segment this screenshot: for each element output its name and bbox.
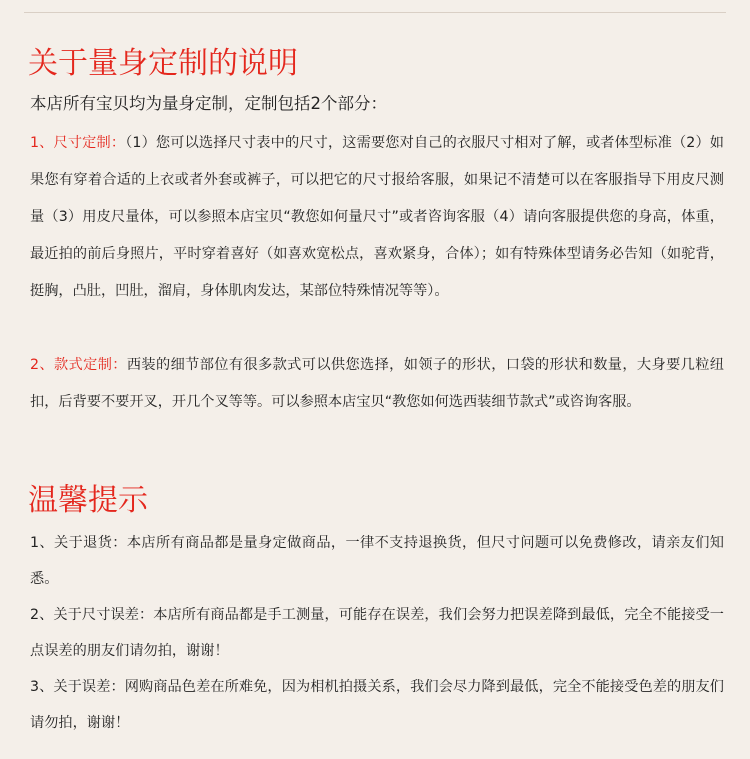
- tip-color-difference: 3、关于误差：网购商品色差在所难免，因为相机拍摄关系，我们会尽力降到最低，完全不能接受色差的朋友们请勿拍，谢谢！: [30, 679, 724, 731]
- top-divider: [24, 12, 726, 13]
- intro-text: 本店所有宝贝均为量身定制，定制包括2个部分：: [30, 94, 387, 113]
- style-customization-label: 2、款式定制：: [30, 357, 127, 373]
- size-customization-text: （1）您可以选择尺寸表中的尺寸，这需要您对自己的衣服尺寸相对了解，或者体型标准（2）如果您有穿着合适的上衣或者外套或裤子，可以把它的尺寸报给客服，如果记不清楚可以在客服指导下用皮尺测量（3）用皮尺量体，可以参照本店宝贝“教您如何量尺寸”或者咨询客服（4）请向客服提供您的身高，体重，最近拍的前后身照片，平时穿着喜好（如喜欢宽松点，喜欢紧身，合体）；如有特殊体型请务必告知（如驼背，挺胸，凸肚，凹肚，溜肩，身体肌肉发达，某部位特殊情况等等）。: [30, 135, 724, 299]
- tips-list: [30, 525, 724, 741]
- custom-tailoring-title: 关于量身定制的说明: [28, 46, 298, 81]
- size-customization-label: 1、尺寸定制：: [30, 135, 126, 151]
- style-customization-section: [30, 347, 724, 421]
- style-customization-text: 西装的细节部位有很多款式可以供您选择，如领子的形状，口袋的形状和数量，大身要几粒纽扣，后背要不要开叉，开几个叉等等。可以参照本店宝贝“教您如何选西装细节款式”或咨询客服。: [30, 357, 724, 410]
- tip-return-policy: 1、关于退货：本店所有商品都是量身定做商品，一律不支持退换货，但尺寸问题可以免费修改，请亲友们知悉。: [30, 535, 724, 587]
- tips-title: 温馨提示: [28, 483, 148, 518]
- tip-size-error: 2、关于尺寸误差：本店所有商品都是手工测量，可能存在误差，我们会努力把误差降到最低，完全不能接受一点误差的朋友们请勿拍，谢谢！: [30, 607, 724, 659]
- size-customization-section: [30, 125, 724, 310]
